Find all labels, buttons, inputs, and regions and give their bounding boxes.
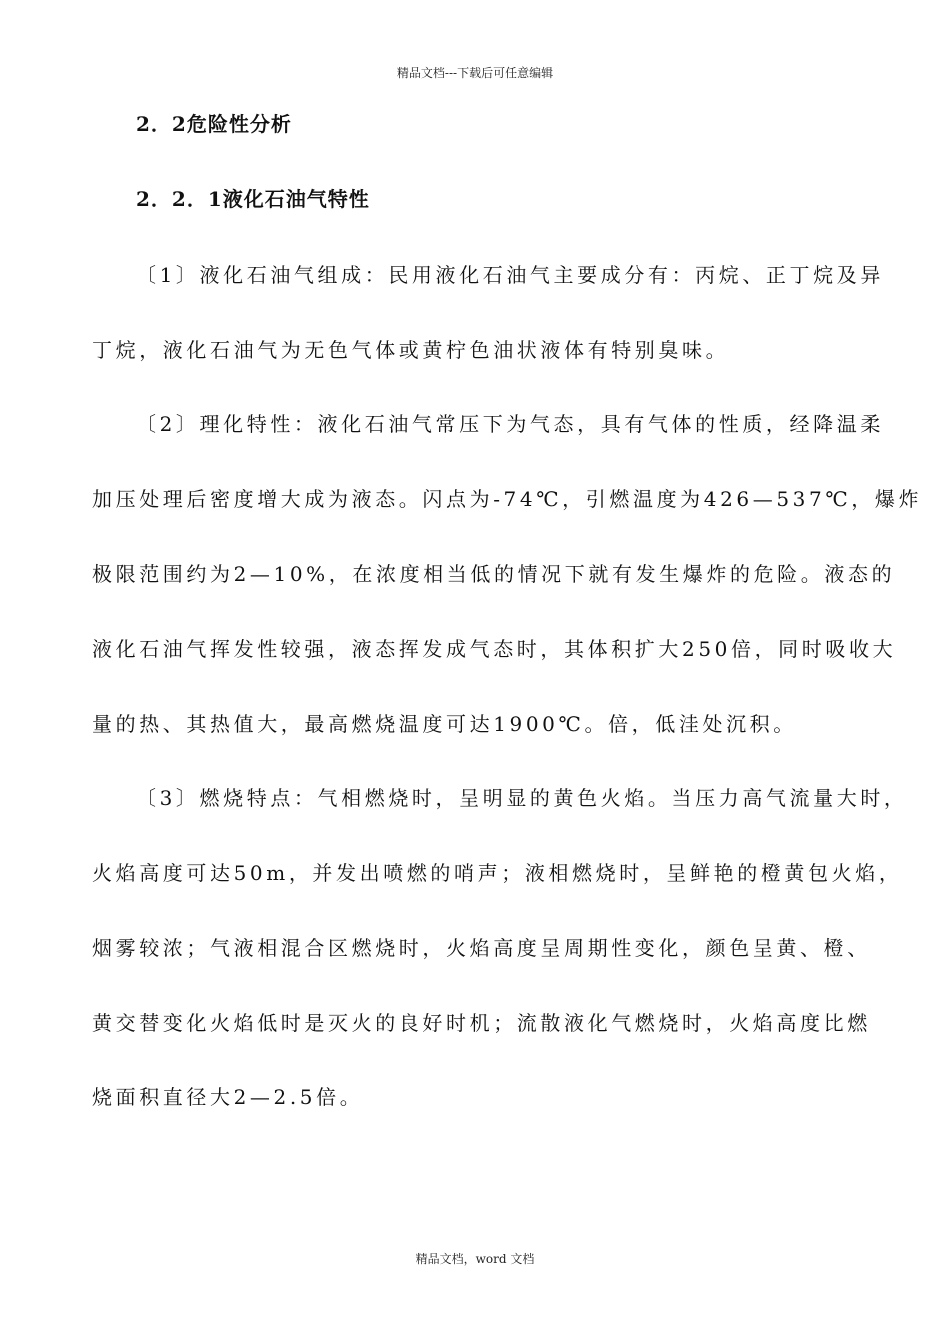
page-header: 精品文档---下载后可任意编辑 xyxy=(396,66,554,80)
paragraph-line: 液化石油气挥发性较强，液态挥发成气态时，其体积扩大250倍，同时吸收大 xyxy=(92,637,897,661)
paragraph-line: 黄交替变化火焰低时是灭火的良好时机；流散液化气燃烧时，火焰高度比燃 xyxy=(92,1011,871,1035)
paragraph-line: 烧面积直径大2—2.5倍。 xyxy=(92,1085,364,1109)
paragraph-line: 丁烷，液化石油气为无色气体或黄柠色油状液体有特别臭味。 xyxy=(92,338,730,362)
subsection-heading: 2．2．1液化石油气特性 xyxy=(136,187,370,211)
paragraph-line: 加压处理后密度增大成为液态。闪点为-74℃，引燃温度为426—537℃，爆炸 xyxy=(92,487,923,511)
paragraph-line: 〔3〕燃烧特点：气相燃烧时，呈明显的黄色火焰。当压力高气流量大时， xyxy=(136,786,908,810)
section-heading: 2．2危险性分析 xyxy=(136,112,292,136)
paragraph-line: 量的热、其热值大，最高燃烧温度可达1900℃。倍，低洼处沉积。 xyxy=(92,712,797,736)
page-footer: 精品文档，word 文档 xyxy=(415,1252,535,1266)
paragraph-line: 火焰高度可达50m，并发出喷燃的哨声；液相燃烧时，呈鲜艳的橙黄包火焰， xyxy=(92,861,903,885)
paragraph-line: 〔1〕液化石油气组成：民用液化石油气主要成分有：丙烷、正丁烷及异 xyxy=(136,263,884,287)
paragraph-line: 〔2〕理化特性：液化石油气常压下为气态，具有气体的性质，经降温柔 xyxy=(136,412,884,436)
paragraph-line: 烟雾较浓；气液相混合区燃烧时，火焰高度呈周期性变化，颜色呈黄、橙、 xyxy=(92,936,871,960)
paragraph-line: 极限范围约为2—10%，在浓度相当低的情况下就有发生爆炸的危险。液态的 xyxy=(92,562,896,586)
